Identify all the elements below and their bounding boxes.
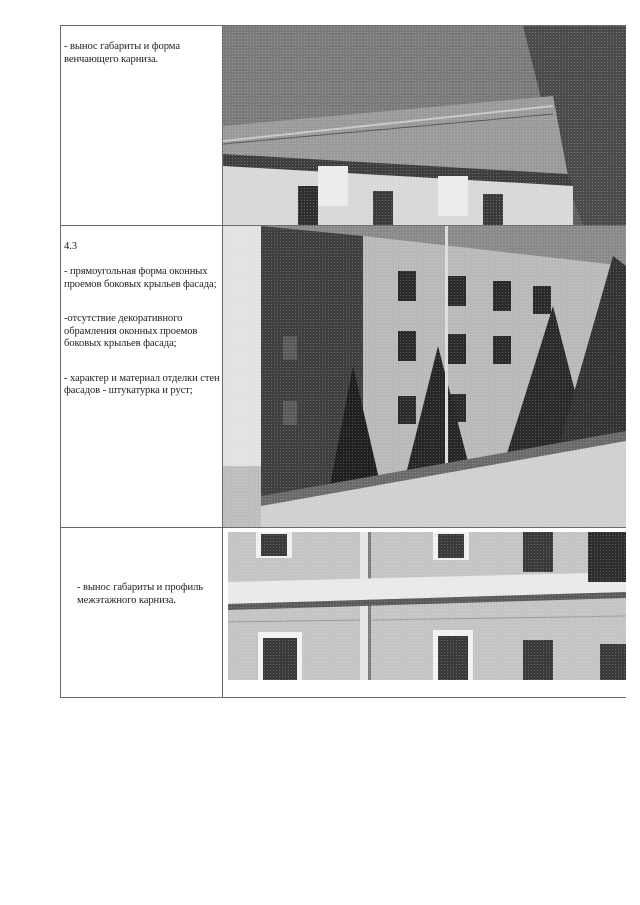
interfloor-cornice-photo-icon (228, 532, 626, 680)
row-2-paragraph-2: -отсутствие декоративного обрамления оконных проемов боковых крыльев фасада; (64, 313, 198, 350)
row-2-photo (223, 226, 626, 527)
row-1-text (64, 29, 220, 79)
cornice-photo-icon (223, 26, 626, 225)
facade-photo-icon (223, 226, 626, 527)
table-row-divider-2 (60, 527, 626, 528)
row-2-paragraph-3: - характер и материал отделки стен фасадов - штукатурка и руст; (64, 373, 220, 397)
table-border-bottom (60, 697, 626, 698)
row-3-photo (228, 532, 626, 680)
row-number: 4.3 (64, 241, 77, 253)
row-2-text (64, 229, 220, 410)
row-3-paragraph-1: - вынос габариты и профиль межэтажного карниза. (77, 582, 204, 606)
row-1-photo (223, 26, 626, 225)
row-1-paragraph-1: - вынос габариты и форма венчающего карниза. (64, 41, 180, 65)
table-border-left (60, 25, 61, 698)
row-2-number (64, 241, 220, 253)
row-2-paragraph-1: - прямоугольная форма оконных проемов боковых крыльев фасада; (64, 266, 217, 290)
row-3-text (77, 570, 220, 620)
